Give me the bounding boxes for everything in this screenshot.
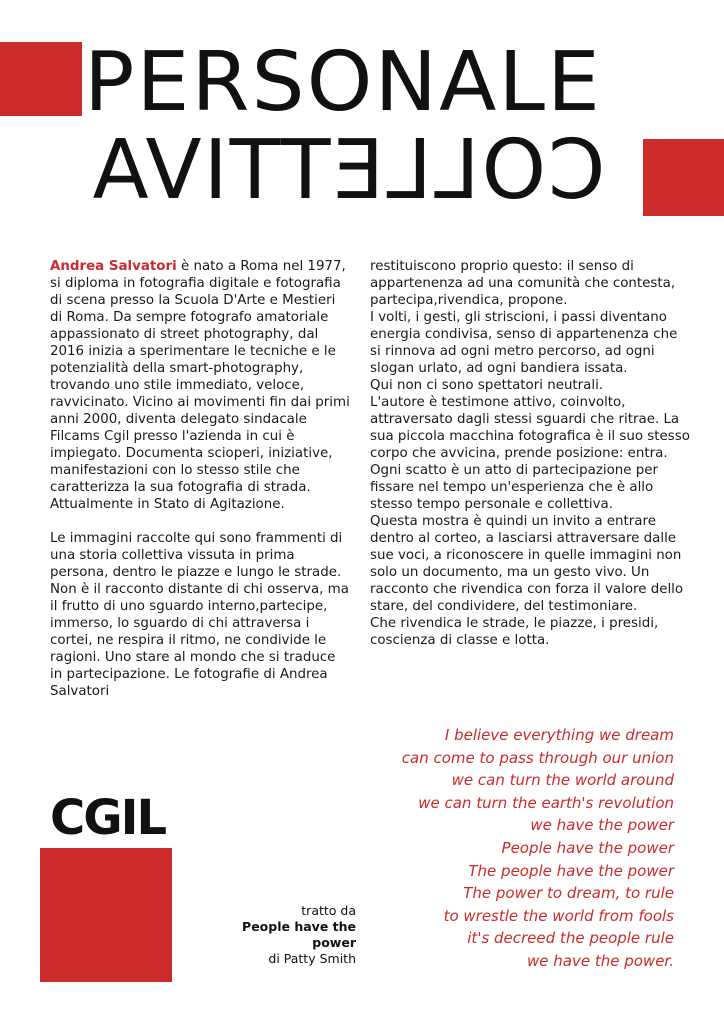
lyric-line: we can turn the world around	[451, 771, 674, 790]
body-paragraph-1: Le immagini raccolte qui sono frammenti di una storia collettiva vissuta in prima persona, dentro le piazze e lungo le strade. Non è il racconto distante di chi osserva, ma il frutto di uno sguardo interno,partecipe, immerso, lo sguardo di chi attraversa i cortei, ne respira il ritmo, ne condivide le ragioni. Uno stare al mondo che si traduce in partecipazione. Le fotografie di Andrea Salvatori	[50, 531, 349, 699]
title-line-1: PERSONALE	[84, 35, 602, 130]
song-credit	[232, 903, 356, 967]
bio-text: è nato a Roma nel 1977, si diploma in fotografia digitale e fotografia di scena presso la Scuola D'Arte e Mestieri di Roma. Da sempre fotografo amatoriale appassionato di street photography, dal 2016 inizia a sperimentare le tecniche e le potenzialità della smart-photography, trovando uno stile immediato, veloce, ravvicinato. Vicino ai movimenti fin dai primi anni 2000, diventa delegato sindacale Filcams Cgil presso l'azienda in cui è impiegato. Documenta scioperi, iniziative, manifestazioni con lo stesso stile che caratterizza la sua fotografia di strada. Attualmente in Stato di Agitazione.	[50, 259, 350, 512]
lyric-line: we have the power.	[527, 951, 674, 970]
lyric-line: to wrestle the world from fools	[443, 906, 674, 925]
red-block-top-left	[0, 42, 82, 116]
text-column-right	[370, 258, 692, 649]
credit-song-title: People have the power	[242, 919, 356, 950]
lyric-line: it's decreed the people rule	[467, 929, 674, 948]
lyric-line: we have the power	[530, 816, 674, 835]
author-name: Andrea Salvatori	[50, 259, 177, 274]
lyrics-block	[368, 724, 674, 973]
bio-paragraph	[50, 258, 350, 513]
cgil-logo: CGIL	[50, 790, 166, 846]
lyric-line: The power to dream, to rule	[463, 884, 674, 903]
lyric-line: I believe everything we dream	[444, 726, 674, 744]
red-block-right	[643, 139, 724, 216]
lyric-line: can come to pass through our union	[401, 748, 674, 767]
text-column-left	[50, 258, 350, 717]
body-paragraph-3: I volti, i gesti, gli striscioni, i passi diventano energia condivisa, senso di appartenenza che si rinnova ad ogni metro percorso, ad ogni slogan urlato, ad ogni bandiera issata.	[370, 310, 678, 376]
credit-prefix: tratto da	[301, 903, 356, 918]
title-line-2-wrapper	[55, 130, 641, 220]
body-paragraph-5: L'autore è testimone attivo, coinvolto, attraversato dagli stessi sguardi che ritrae. La sua piccola macchina fotografica è il suo stesso corpo che avvicina, prende posizione: entra. Ogni scatto è un atto di partecipazione per fissare nel tempo un'esperienza che è allo stesso tempo personale e collettiva.	[370, 395, 690, 512]
body-paragraph-2: restituiscono proprio questo: il senso di appartenenza ad una comunità che contesta, partecipa,rivendica, propone.	[370, 259, 676, 308]
body-paragraph-7: Che rivendica le strade, le piazze, i presidi, coscienza di classe e lotta.	[370, 616, 659, 648]
lyric-line: People have the power	[501, 838, 674, 857]
red-block-logo	[40, 848, 172, 982]
title-line-2-mirrored: COLLETTIVA	[90, 130, 606, 218]
lyric-line: we can turn the earth's revolution	[418, 793, 674, 812]
body-paragraph-6: Questa mostra è quindi un invito a entrare dentro al corteo, a lasciarsi attraversare dalle sue voci, a riconoscere in quelle immagini non solo un documento, ma un gesto vivo. Un racconto che rivendica con forza il valore dello stare, del condividere, del testimoniare.	[370, 514, 684, 614]
body-paragraph-4: Qui non ci sono spettatori neutrali.	[370, 378, 604, 393]
lyric-line: The people have the power	[468, 861, 674, 880]
credit-suffix: di Patty Smith	[268, 951, 356, 966]
